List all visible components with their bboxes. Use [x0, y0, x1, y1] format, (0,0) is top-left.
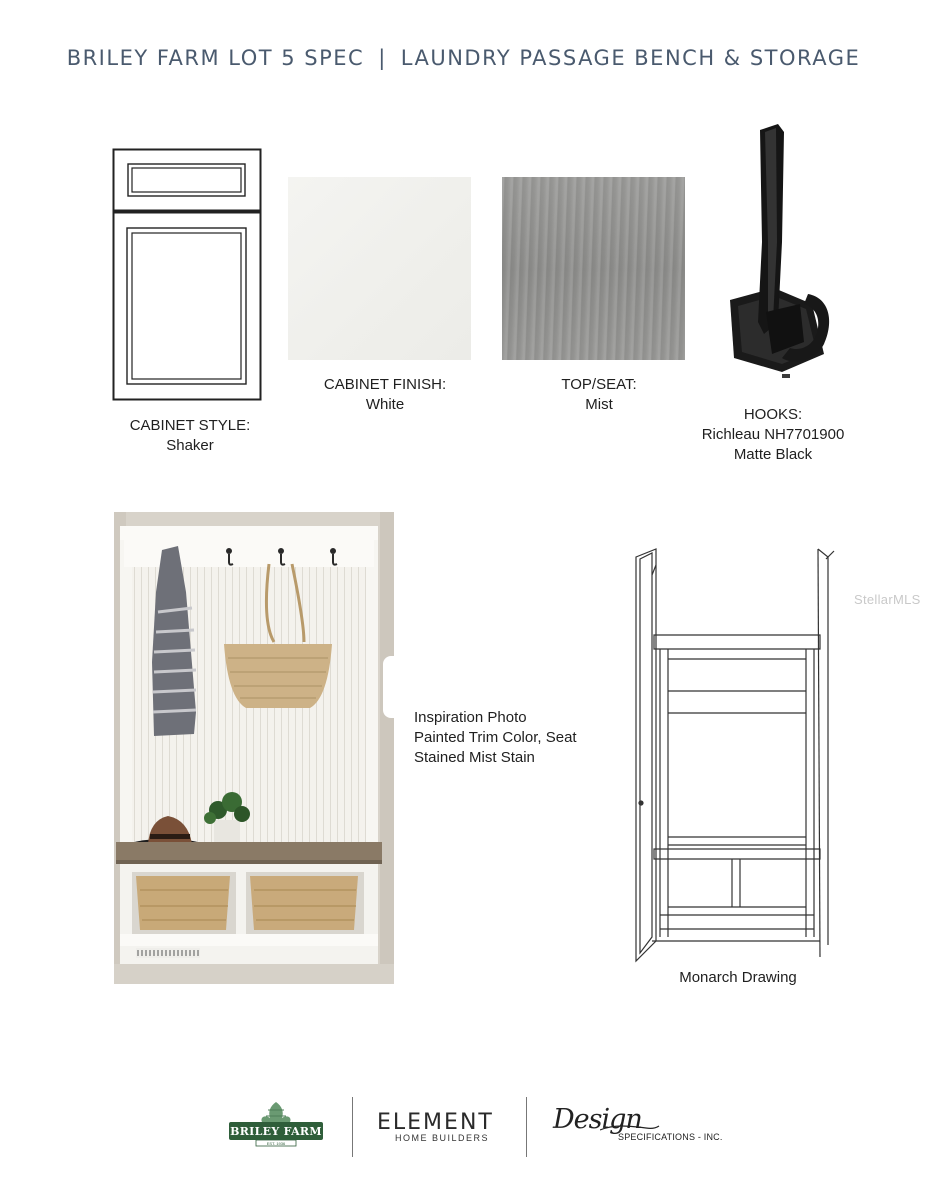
- inspiration-notes: [414, 708, 577, 768]
- briley-farm-wordmark: BRILEY FARM: [230, 1125, 322, 1138]
- shaker-door-icon: [112, 148, 262, 401]
- notes-line: Inspiration Photo: [414, 709, 527, 726]
- page-title: [0, 46, 927, 70]
- project-name: BRILEY FARM LOT 5 SPEC: [66, 46, 365, 70]
- spec-value: White: [365, 396, 405, 413]
- notes-line: Painted Trim Color, Seat: [414, 729, 577, 746]
- footer-divider: [352, 1097, 353, 1157]
- footer-divider: [526, 1097, 527, 1157]
- spec-label: CABINET STYLE:: [129, 417, 251, 434]
- briley-farm-est: EST. 1936: [266, 1141, 286, 1146]
- spec-label: TOP/SEAT:: [561, 376, 637, 393]
- spec-cabinet-style: [112, 416, 268, 456]
- spec-label: HOOKS:: [743, 406, 803, 423]
- stellar-mls-watermark: StellarMLS: [854, 592, 921, 607]
- title-separator: |: [378, 46, 387, 70]
- photo-side-tab: [383, 656, 397, 718]
- design-logo-sub: SPECIFICATIONS - INC.: [618, 1132, 723, 1142]
- mist-stain-swatch: [502, 177, 685, 360]
- monarch-drawing: [630, 545, 835, 965]
- white-finish-swatch: [288, 177, 471, 360]
- spec-cabinet-finish: [300, 375, 470, 415]
- monarch-caption: Monarch Drawing: [679, 969, 797, 986]
- spec-value: Mist: [585, 396, 613, 413]
- notes-line: Stained Mist Stain: [414, 749, 535, 766]
- design-logo-script: Design: [553, 1104, 642, 1135]
- element-logo-name: ELEMENT: [377, 1110, 494, 1135]
- spec-value: Shaker: [166, 437, 214, 454]
- inspiration-photo: [114, 512, 394, 984]
- spec-top-seat: [514, 375, 684, 415]
- project-subject: LAUNDRY PASSAGE BENCH & STORAGE: [400, 46, 861, 70]
- spec-hooks: [683, 405, 863, 465]
- briley-farm-logo-icon: [226, 1100, 326, 1148]
- coat-hook-icon: [712, 122, 842, 390]
- element-logo-sub: HOME BUILDERS: [395, 1133, 490, 1143]
- spec-value: Richleau NH7701900: [701, 426, 845, 443]
- spec-finish: Matte Black: [733, 446, 813, 463]
- spec-label: CABINET FINISH:: [323, 376, 447, 393]
